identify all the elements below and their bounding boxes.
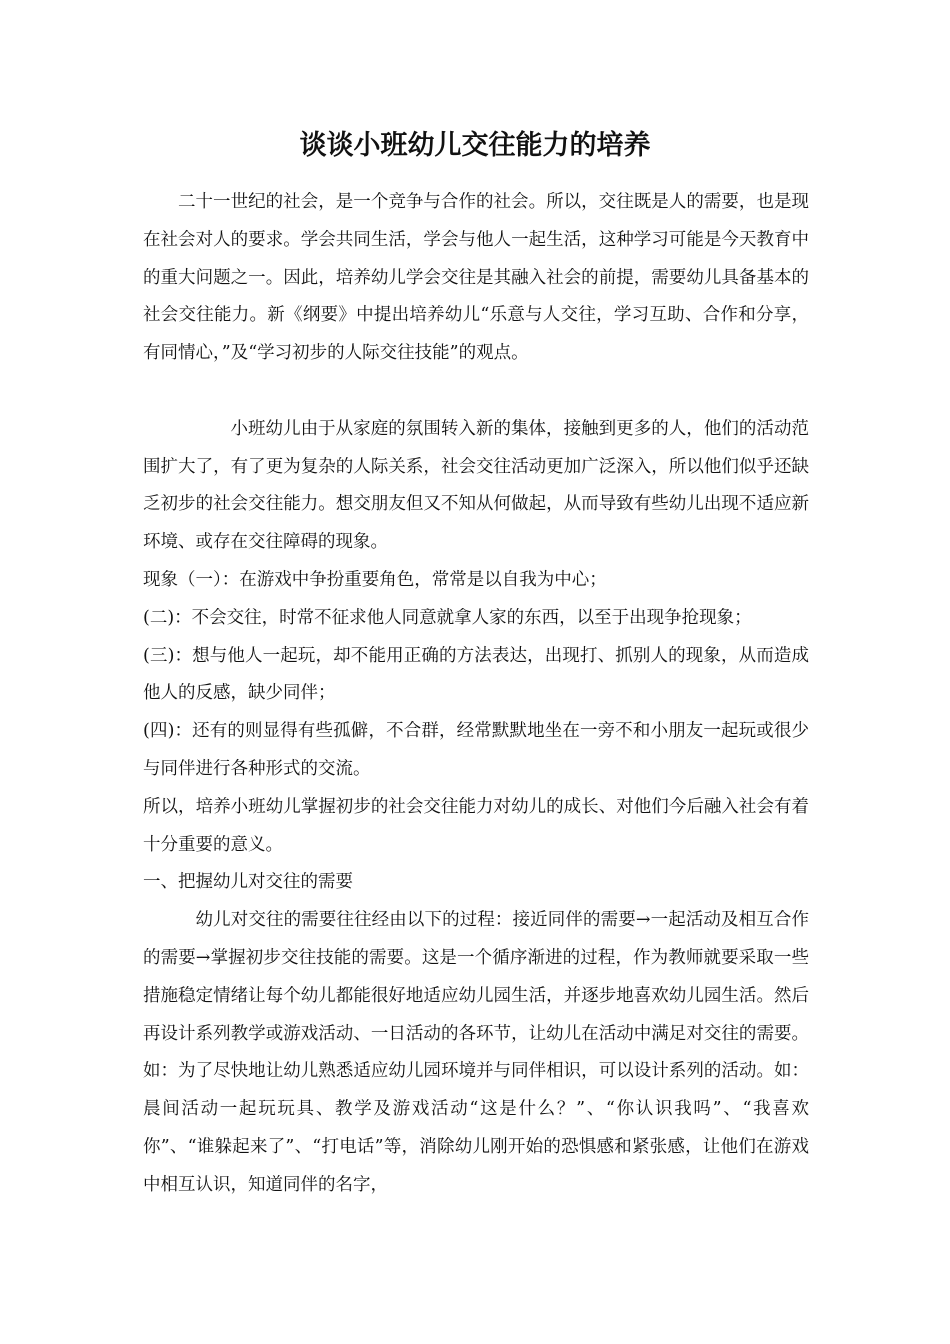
- paragraph-section-1: 幼儿对交往的需要往往经由以下的过程：接近同伴的需要→一起活动及相互合作的需要→掌握初步交往技能的需要。这是一个循序渐进的过程，作为教师就要采取一些措施稳定情绪让每个幼儿都能很好地适应幼儿园生活，并逐步地喜欢幼儿园生活。然后再设计系列教学或游戏活动、一日活动的各环节，让幼儿在活动中满足对交往的需要。如：为了尽快地让幼儿熟悉适应幼儿园环境并与同伴相识，可以设计系列的活动。如：晨间活动一起玩玩具、教学及游戏活动“这是什么？”、“你认识我吗”、“我喜欢你”、“谁躲起来了”、“打电话”等，消除幼儿刚开始的恐惧感和紧张感，让他们在游戏中相互认识，知道同伴的名字，: [143, 910, 809, 1195]
- paragraph-phenomenon-3: (三)：想与他人一起玩，却不能用正确的方法表达，出现打、抓别人的现象，从而造成他人的反感，缺少同伴；: [143, 645, 809, 704]
- paragraph-intro: 二十一世纪的社会，是一个竞争与合作的社会。所以，交往既是人的需要，也是现在社会对人的要求。学会共同生活，学会与他人一起生活，这种学习可能是今天教育中的重大问题之一。因此，培养幼儿学会交往是其融入社会的前提，需要幼儿具备基本的社会交往能力。新《纲要》中提出培养幼儿“乐意与人交往，学习互助、合作和分享，有同情心，”及“学习初步的人际交往技能”的观点。: [143, 192, 809, 364]
- document-title: 谈谈小班幼儿交往能力的培养: [299, 130, 651, 161]
- section-heading-1: 一、把握幼儿对交往的需要: [143, 872, 353, 893]
- paragraph-phenomenon-4: (四)：还有的则显得有些孤僻，不合群，经常默默地坐在一旁不和小朋友一起玩或很少与同伴进行各种形式的交流。: [143, 721, 809, 779]
- paragraph-phenomenon-1: 现象（一）：在游戏中争扮重要角色，常常是以自我为中心；: [143, 569, 607, 590]
- paragraph-phenomenon-2: (二)：不会交往，时常不征求他人同意就拿人家的东西，以至于出现争抢现象；: [143, 607, 752, 628]
- blank-line: [143, 373, 809, 411]
- paragraph-background: 小班幼儿由于从家庭的氛围转入新的集体，接触到更多的人，他们的活动范围扩大了，有了更为复杂的人际关系，社会交往活动更加广泛深入，所以他们似乎还缺乏初步的社会交往能力。想交朋友但又不知从何做起，从而导致有些幼儿出现不适应新环境、或存在交往障碍的现象。: [143, 418, 809, 553]
- document-body: [143, 184, 809, 1205]
- paragraph-significance: 所以，培养小班幼儿掌握初步的社会交往能力对幼儿的成长、对他们今后融入社会有着十分重要的意义。: [143, 796, 809, 855]
